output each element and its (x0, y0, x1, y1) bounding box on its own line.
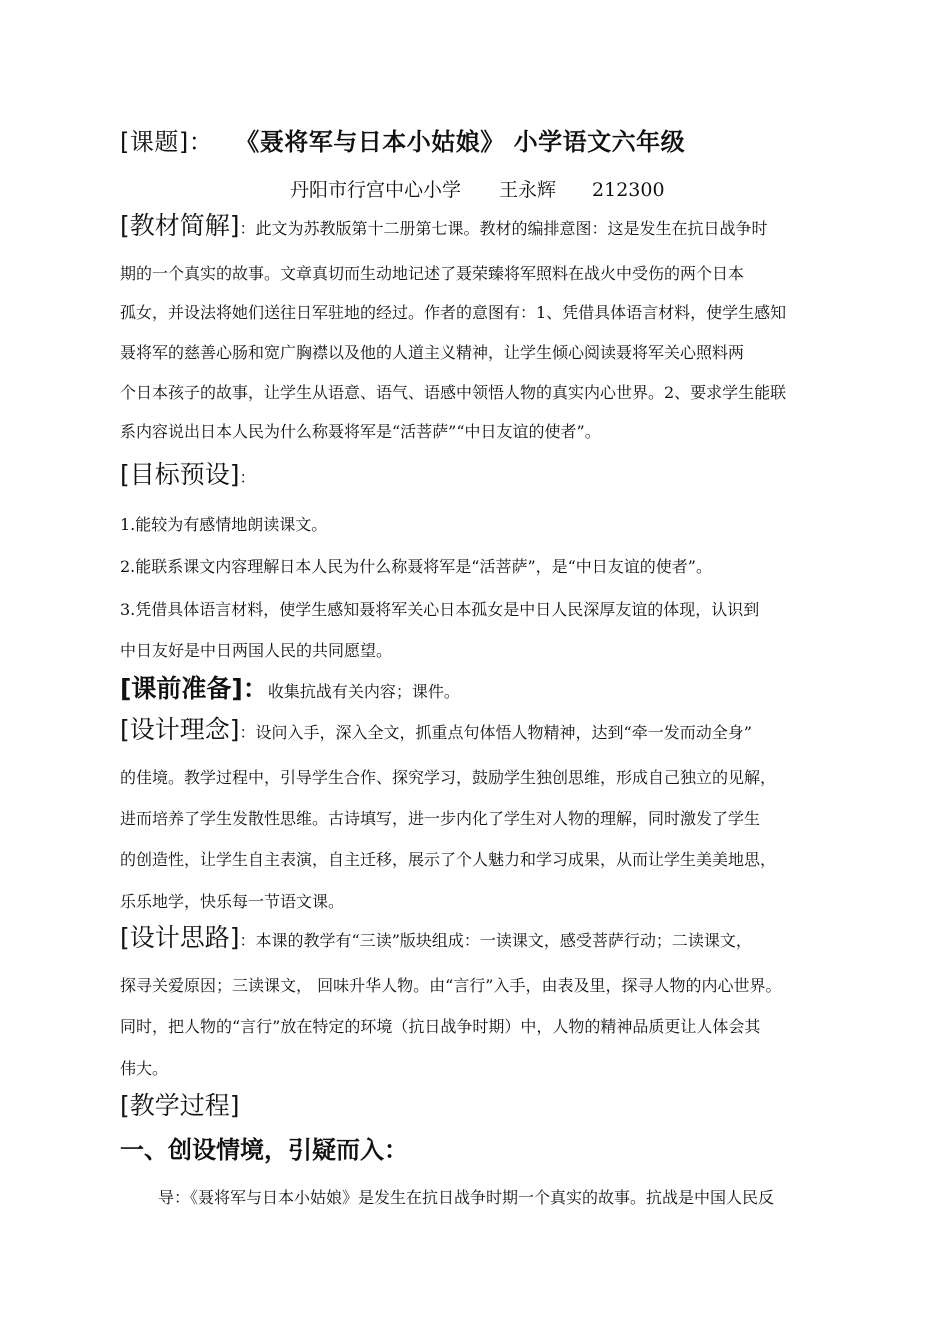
linian-line-3: 进而培养了学生发散性思维。古诗填写，进一步内化了学生对人物的理解，同时激发了学生 (120, 809, 761, 828)
silu-line-2: 探寻关爱原因；三读课文， 回味升华人物。由“言行”入手，由表及里，探寻人物的内心世界。 (120, 976, 782, 995)
jiaocai-line-1: [教材简解]：此文为苏教版第十二册第七课。教材的编排意图：这是发生在抗日战争时 (120, 211, 768, 240)
title-label: [课题]： (120, 128, 214, 156)
silu-line-1: [设计思路]：本课的教学有“三读”版块组成：一读课文，感受菩萨行动；二读课文， (120, 923, 752, 952)
author-line (290, 178, 710, 202)
section1-heading: 一、创设情境，引疑而入： (120, 1136, 408, 1164)
kegian-text: 收集抗战有关内容；课件。 (267, 682, 460, 701)
mubiao-item-3: 3.凭借具体语言材料，使学生感知聂将军关心日本孤女是中日人民深厚友谊的体现，认识到 (120, 600, 760, 619)
linian-line-5: 乐乐地学，快乐每一节语文课。 (120, 892, 345, 911)
kegian-line (120, 674, 880, 704)
guocheng-heading: [教学过程] (120, 1091, 240, 1120)
kegian-label: [课前准备]： (120, 674, 268, 703)
silu-line-4: 伟大。 (120, 1059, 169, 1078)
school-name: 丹阳市行宫中心小学 (290, 179, 462, 201)
mubiao-item-3-cont: 中日友好是中日两国人民的共同愿望。 (120, 641, 393, 660)
jiaocai-line-4: 聂将军的慈善心肠和宽广胸襟以及他的人道主义精神，让学生倾心阅读聂将军关心照料两 (120, 343, 745, 362)
jiaocai-line-5: 个日本孩子的故事，让学生从语意、语气、语感中领悟人物的真实内心世界。2、要求学生能联 (120, 383, 787, 402)
mubiao-item-1: 1.能较为有感情地朗读课文。 (120, 515, 328, 534)
mubiao-label: [目标预设] (120, 460, 240, 489)
jiaocai-line-6: 系内容说出日本人民为什么称聂将军是“活菩萨”“中日友谊的使者”。 (120, 422, 601, 441)
title-text: 《聂将军与日本小姑娘》 小学语文六年级 (235, 128, 686, 156)
section1-intro: 导：《聂将军与日本小姑娘》是发生在抗日战争时期一个真实的故事。抗战是中国人民反 (158, 1188, 775, 1207)
mubiao-item-2: 2.能联系课文内容理解日本人民为什么称聂将军是“活菩萨”，是“中日友谊的使者”。 (120, 557, 712, 576)
teacher-name: 王永辉 (499, 179, 557, 201)
linian-line-2: 的佳境。教学过程中，引导学生合作、探究学习，鼓励学生独创思维，形成自己独立的见解， (120, 768, 777, 787)
silu-line-3: 同时，把人物的“言行”放在特定的环境（抗日战争时期）中，人物的精神品质更让人体会其 (120, 1017, 761, 1036)
mubiao-heading: [目标预设]： (120, 460, 256, 489)
postal-code: 212300 (592, 179, 665, 201)
linian-line-1: [设计理念]：设问入手，深入全文，抓重点句体悟人物精神，达到“牵一发而动全身” (120, 715, 752, 744)
linian-line-4: 的创造性，让学生自主表演，自主迁移，展示了个人魅力和学习成果，从而让学生美美地思， (120, 850, 777, 869)
jiaocai-label: [教材简解] (120, 211, 240, 240)
jiaocai-line-2: 期的一个真实的故事。文章真切而生动地记述了聂荣臻将军照料在战火中受伤的两个日本 (120, 264, 745, 283)
jiaocai-line-3: 孤女，并设法将她们送往日军驻地的经过。作者的意图有：1、凭借具体语言材料，使学生感知 (120, 303, 787, 322)
silu-label: [设计思路] (120, 923, 240, 952)
linian-label: [设计理念] (120, 715, 240, 744)
lesson-title (120, 130, 880, 154)
